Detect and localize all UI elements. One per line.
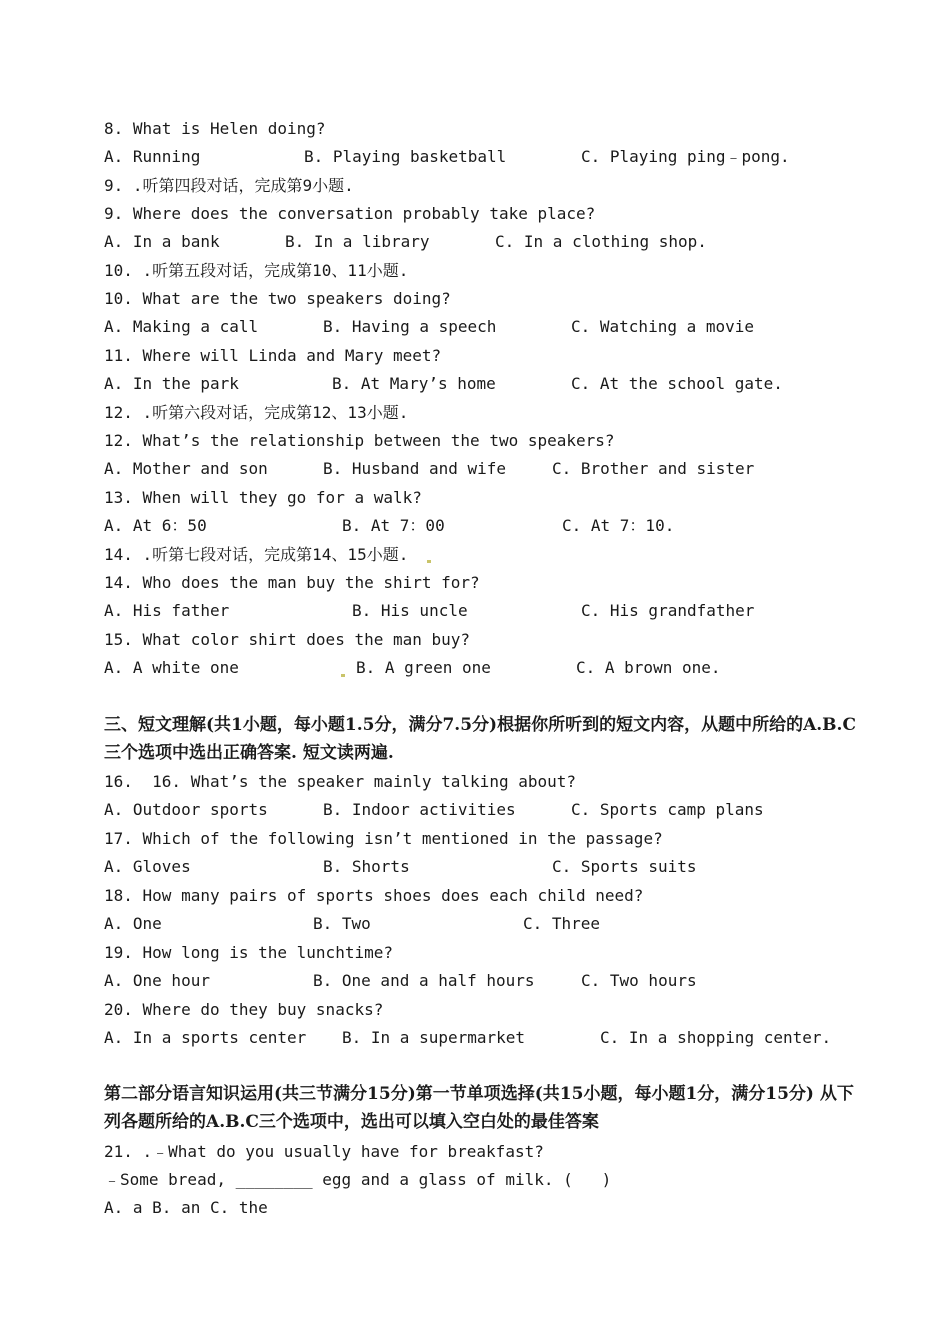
question-line: 12. .听第六段对话，完成第12、13小题.	[104, 403, 409, 422]
option-row	[104, 914, 864, 934]
option-row	[104, 971, 864, 991]
option-b: B. Playing basketball	[304, 147, 507, 166]
option-c: C. At 7：10.	[562, 516, 675, 535]
option-c: C. His grandfather	[581, 601, 755, 620]
question-line: 8. What is Helen doing?	[104, 119, 326, 138]
question-line: ﹣Some bread, ________ egg and a glass of milk. ( )	[104, 1170, 612, 1189]
option-c: C. Sports camp plans	[571, 800, 764, 819]
option-row	[104, 857, 864, 877]
option-c: C. Two hours	[581, 971, 697, 990]
option-c: C. Three	[523, 914, 601, 933]
option-c: C. In a clothing shop.	[495, 232, 707, 251]
question-line: 21. .﹣What do you usually have for breakfast?	[104, 1142, 544, 1161]
section-three-heading: 三、短文理解(共1小题，每小题1.5分，满分7.5分)根据你所听到的短文内容，从题中所给的A.B.C三个选项中选出正确答案. 短文读两遍.	[104, 715, 856, 763]
option-row	[104, 147, 864, 167]
option-row	[104, 800, 864, 820]
option-c: C. In a shopping center.	[600, 1028, 832, 1047]
option-c: C. At the school gate.	[571, 374, 783, 393]
option-a: A. In a bank	[104, 232, 220, 251]
option-c: C. Watching a movie	[571, 317, 755, 336]
option-b: B. In a library	[285, 232, 430, 251]
question-line: 12. What’s the relationship between the two speakers?	[104, 431, 615, 450]
option-a: A. A white one	[104, 658, 239, 677]
option-b: B. Having a speech	[323, 317, 497, 336]
stray-mark	[341, 674, 345, 677]
option-c: C. A brown one.	[576, 658, 721, 677]
question-line: 19. How long is the lunchtime?	[104, 943, 393, 962]
option-row	[104, 658, 864, 678]
question-line: 11. Where will Linda and Mary meet?	[104, 346, 442, 365]
option-a: A. One	[104, 914, 162, 933]
option-c: C. Brother and sister	[552, 459, 755, 478]
option-b: B. Shorts	[323, 857, 410, 876]
stray-mark	[427, 560, 431, 563]
option-b: B. At 7：00	[342, 516, 445, 535]
question-line: 14. .听第七段对话，完成第14、15小题.	[104, 545, 409, 564]
option-row	[104, 374, 864, 394]
option-a: A. Running	[104, 147, 201, 166]
question-line: 18. How many pairs of sports shoes does each child need?	[104, 886, 644, 905]
option-b: B. Indoor activities	[323, 800, 516, 819]
option-row	[104, 317, 864, 337]
option-a: A. His father	[104, 601, 230, 620]
option-a: A. Making a call	[104, 317, 259, 336]
question-line: 14. Who does the man buy the shirt for?	[104, 573, 480, 592]
option-a: A. At 6：50	[104, 516, 207, 535]
option-b: B. Two	[313, 914, 371, 933]
option-row	[104, 601, 864, 621]
question-line: 16. 16. What’s the speaker mainly talking about?	[104, 772, 577, 791]
option-a: A. Gloves	[104, 857, 191, 876]
option-a: A. In a sports center	[104, 1028, 307, 1047]
question-line: 10. What are the two speakers doing?	[104, 289, 451, 308]
option-b: B. One and a half hours	[313, 971, 535, 990]
question-line: 10. .听第五段对话，完成第10、11小题.	[104, 261, 409, 280]
question-line: 20. Where do they buy snacks?	[104, 1000, 384, 1019]
question-line: A. a B. an C. the	[104, 1198, 268, 1217]
question-line: 17. Which of the following isn’t mentioned in the passage?	[104, 829, 663, 848]
option-b: B. Husband and wife	[323, 459, 507, 478]
option-c: C. Sports suits	[552, 857, 697, 876]
option-row	[104, 516, 864, 536]
option-b: B. At Mary’s home	[332, 374, 496, 393]
question-line: 15. What color shirt does the man buy?	[104, 630, 471, 649]
option-b: B. His uncle	[352, 601, 468, 620]
option-a: A. Mother and son	[104, 459, 268, 478]
option-row	[104, 232, 864, 252]
option-a: A. One hour	[104, 971, 210, 990]
option-b: B. A green one	[356, 658, 491, 677]
option-b: B. In a supermarket	[342, 1028, 526, 1047]
option-row	[104, 1028, 864, 1048]
option-a: A. In the park	[104, 374, 239, 393]
question-line: 9. Where does the conversation probably take place?	[104, 204, 596, 223]
question-line: 13. When will they go for a walk?	[104, 488, 422, 507]
question-line: 9. .听第四段对话，完成第9小题.	[104, 176, 354, 195]
option-c: C. Playing ping﹣pong.	[581, 147, 790, 166]
option-a: A. Outdoor sports	[104, 800, 268, 819]
part-two-heading: 第二部分语言知识运用(共三节满分15分)第一节单项选择(共15小题，每小题1分，满分15分) 从下列各题所给的A.B.C三个选项中，选出可以填入空白处的最佳答案	[104, 1084, 854, 1132]
option-row	[104, 459, 864, 479]
